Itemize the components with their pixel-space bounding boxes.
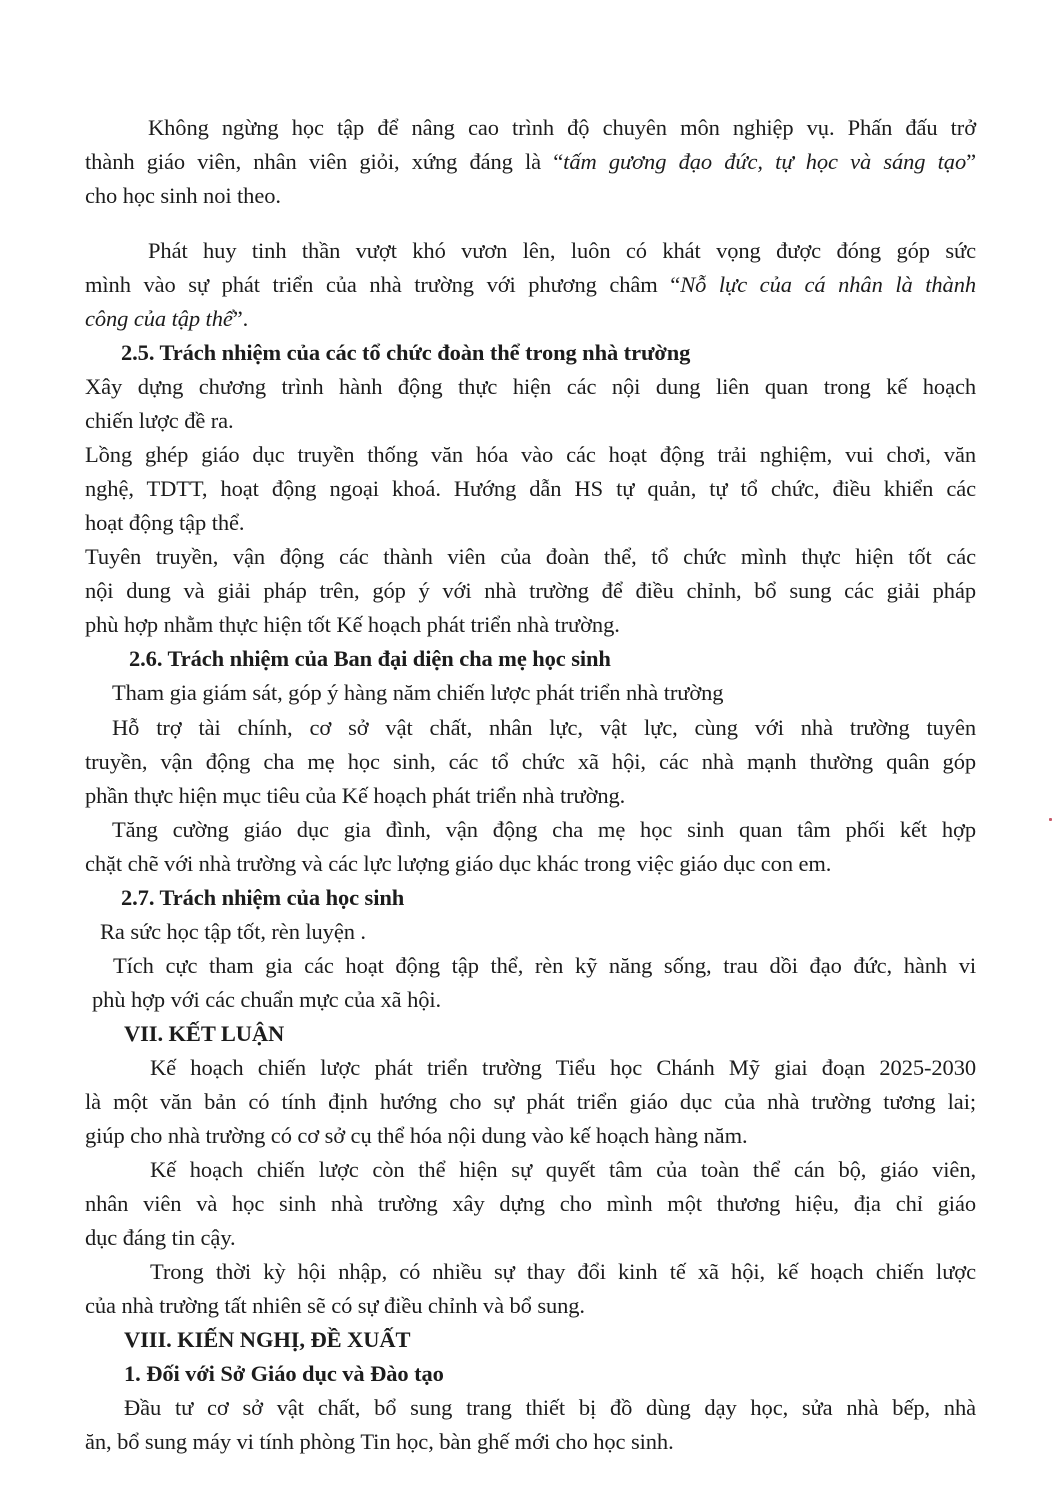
section-heading-viii: VIII. KIẾN NGHỊ, ĐỀ XUẤT [124,1327,411,1352]
paragraph-line: Xây dựng chương trình hành động thực hiện các nội dung liên quan trong kế hoạch [85,374,976,399]
section-heading-2-6: 2.6. Trách nhiệm của Ban đại diện cha mẹ học sinh [129,646,611,671]
paragraph-line: phù hợp nhằm thực hiện tốt Kế hoạch phát triển nhà trường. [85,612,620,637]
paragraph-line: truyền, vận động cha mẹ học sinh, các tổ chức xã hội, các nhà mạnh thường quân góp [85,749,976,774]
paragraph-line: cho học sinh noi theo. [85,183,281,208]
paragraph-line: của nhà trường tất nhiên sẽ có sự điều chỉnh và bổ sung. [85,1293,585,1318]
paragraph-line: nội dung và giải pháp trên, góp ý với nhà trường để điều chỉnh, bổ sung các giải pháp [85,578,976,603]
section-heading-2-5: 2.5. Trách nhiệm của các tổ chức đoàn thể trong nhà trường [121,340,691,365]
section-heading-2-7: 2.7. Trách nhiệm của học sinh [121,885,405,910]
paragraph-line: dục đáng tin cậy. [85,1225,236,1250]
paragraph-line: Lồng ghép giáo dục truyền thống văn hóa vào các hoạt động trải nghiệm, vui chơi, văn [85,442,976,467]
paragraph-line: hoạt động tập thể. [85,510,245,535]
paragraph-line: phần thực hiện mục tiêu của Kế hoạch phát triển nhà trường. [85,783,626,808]
paragraph-line: Hỗ trợ tài chính, cơ sở vật chất, nhân lực, vật lực, cùng với nhà trường tuyên [112,715,976,740]
paragraph-line: Kế hoạch chiến lược phát triển trường Tiểu học Chánh Mỹ giai đoạn 2025-2030 [150,1055,976,1080]
emphasis-quote: Nỗ lực của cá nhân là thành [680,272,976,297]
paragraph-line: Tăng cường giáo dục gia đình, vận động cha mẹ học sinh quan tâm phối kết hợp [112,817,976,842]
paragraph-line: Không ngừng học tập để nâng cao trình độ chuyên môn nghiệp vụ. Phấn đấu trở [148,115,976,140]
text-run: ” [966,149,976,174]
paragraph-line: Tuyên truyền, vận động các thành viên của đoàn thể, tổ chức mình thực hiện tốt các [85,544,976,569]
scan-artifact-mark [1049,818,1052,821]
paragraph-line: chiến lược đề ra. [85,408,234,433]
text-run: ”. [232,306,249,331]
paragraph-line: Phát huy tinh thần vượt khó vươn lên, luôn có khát vọng được đóng góp sức [148,238,976,263]
emphasis-quote: tấm gương đạo đức, tự học và sáng tạo [563,149,967,174]
paragraph-line: ăn, bổ sung máy vi tính phòng Tin học, bàn ghế mới cho học sinh. [85,1429,674,1454]
paragraph-line: nghệ, TDTT, hoạt động ngoại khoá. Hướng dẫn HS tự quản, tự tổ chức, điều khiển các [85,476,976,501]
emphasis-quote: công của tập thể [85,306,233,331]
text-run: thành giáo viên, nhân viên giỏi, xứng đáng là “ [85,149,564,174]
paragraph-line: nhân viên và học sinh nhà trường xây dựng cho mình một thương hiệu, địa chỉ giáo [85,1191,976,1216]
paragraph-line: là một văn bản có tính định hướng cho sự phát triển giáo dục của nhà trường tương lai; [85,1089,976,1114]
paragraph-line: Ra sức học tập tốt, rèn luyện . [100,919,366,944]
subsection-heading-1: 1. Đối với Sở Giáo dục và Đào tạo [124,1361,444,1386]
paragraph-line [85,147,976,177]
paragraph-line [85,304,248,334]
paragraph-line: Tích cực tham gia các hoạt động tập thể, rèn kỹ năng sống, trau dồi đạo đức, hành vi [113,953,976,978]
section-heading-vii: VII. KẾT LUẬN [124,1021,285,1046]
paragraph-line: phù hợp với các chuẩn mực của xã hội. [92,987,442,1012]
paragraph-line: Tham gia giám sát, góp ý hàng năm chiến lược phát triển nhà trường [112,680,724,705]
paragraph-line: chặt chẽ với nhà trường và các lực lượng giáo dục khác trong việc giáo dục con em. [85,851,832,876]
paragraph-line: Kế hoạch chiến lược còn thể hiện sự quyết tâm của toàn thể cán bộ, giáo viên, [150,1157,976,1182]
paragraph-line [85,270,976,300]
text-run: mình vào sự phát triển của nhà trường với phương châm “ [85,272,681,297]
paragraph-line: Trong thời kỳ hội nhập, có nhiều sự thay đổi kinh tế xã hội, kế hoạch chiến lược [150,1259,976,1284]
paragraph-line: giúp cho nhà trường có cơ sở cụ thể hóa nội dung vào kế hoạch hàng năm. [85,1123,748,1148]
paragraph-line: Đầu tư cơ sở vật chất, bổ sung trang thiết bị đồ dùng dạy học, sửa nhà bếp, nhà [124,1395,976,1420]
